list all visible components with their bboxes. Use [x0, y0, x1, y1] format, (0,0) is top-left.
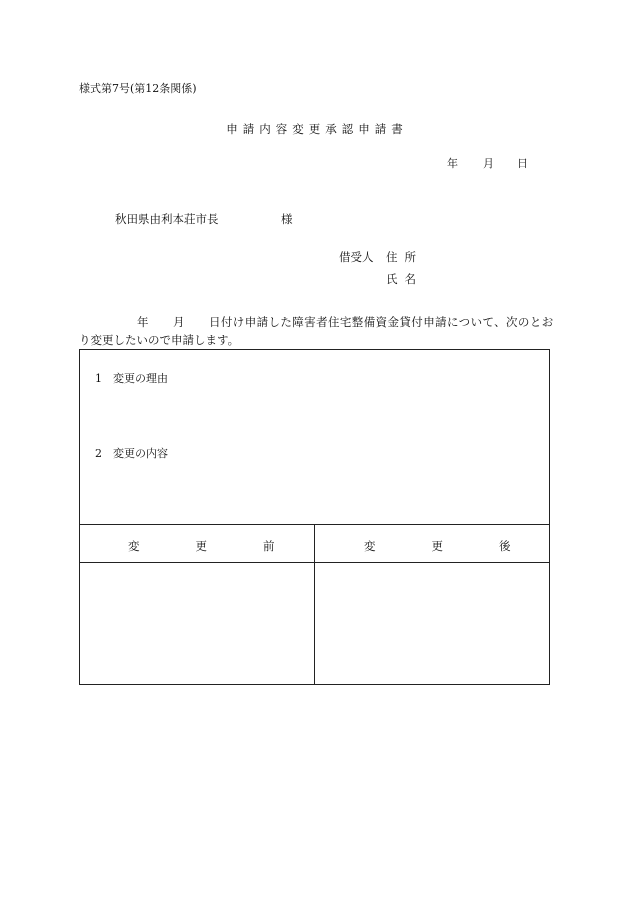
date-day-label: 日 [517, 157, 528, 170]
body-text-line1: 日付け申請した障害者住宅整備資金貸付申請について、次のとお [209, 315, 554, 329]
column-header-before: 変更前 [128, 539, 331, 553]
name-label: 氏名 [386, 272, 423, 286]
date-month-label: 月 [483, 157, 494, 170]
document-title: 申請内容変更承認申請書 [226, 122, 408, 136]
column-header-after: 変更後 [364, 539, 567, 553]
honorific: 様 [281, 212, 293, 226]
section-change-reason: 1 変更の理由 [95, 372, 168, 385]
body-year-label: 年 [137, 315, 149, 329]
date-year-label: 年 [447, 157, 458, 170]
borrower-label: 借受人 [339, 250, 374, 264]
body-month-label: 月 [173, 315, 185, 329]
body-text-line2: り変更したいので申請します。 [79, 333, 240, 347]
address-label: 住所 [386, 250, 423, 264]
addressee: 秋田県由利本荘市長 [115, 212, 219, 226]
form-number-label: 様式第7号(第12条関係) [79, 82, 197, 95]
section-change-content: 2 変更の内容 [95, 447, 168, 460]
